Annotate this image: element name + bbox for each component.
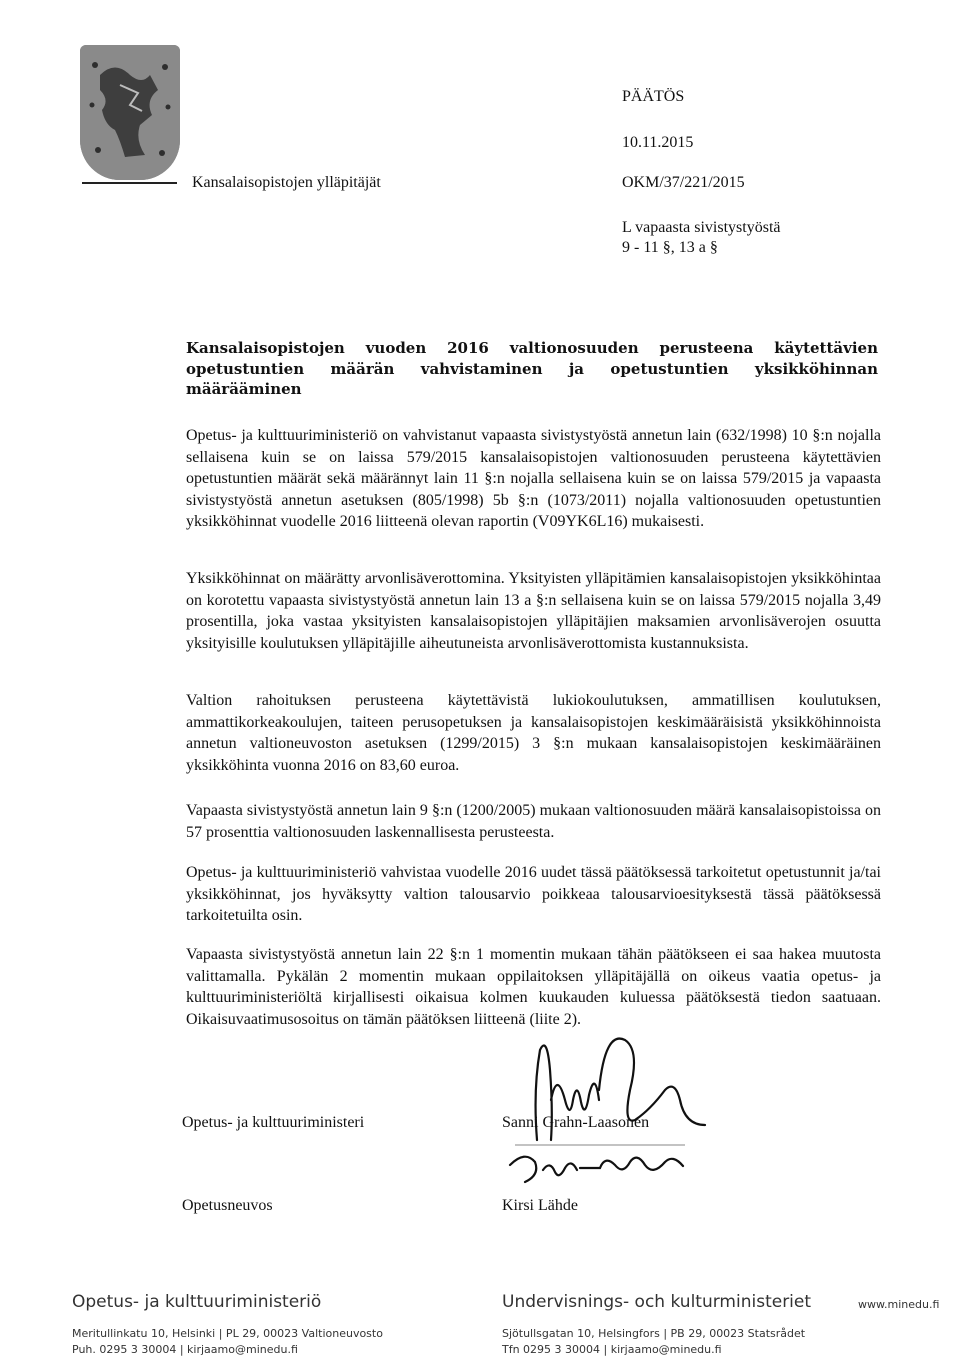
handwritten-signatures <box>455 1030 715 1190</box>
paragraph-5: Opetus- ja kulttuuriministeriö vahvistaa vuodelle 2016 uudet tässä päätöksessä tarkoitetut opetustunnit ja/tai yksikköhinnat, jos hyväksytty valtion talousarvio poikkeaa talousarvioesityksestä tässä päätöksessä tarkoitetuilta osin. <box>186 864 881 924</box>
law-reference-line1: L vapaasta sivistystyöstä <box>622 219 781 236</box>
decision-title-line2: opetustuntien määrän vahvistaminen ja opetustuntien yksikköhinnan <box>186 360 878 378</box>
footer-phone-fi: Puh. 0295 3 30004 | kirjaamo@minedu.fi <box>72 1343 298 1356</box>
paragraph-1: Opetus- ja kulttuuriministeriö on vahvistanut vapaasta sivistystyöstä annetun lain (632/1998) 10 §:n nojalla sellaisena kuin se on laissa 579/2015 kansalaisopistojen valtionosuuden perusteena käytettävien opetustuntien määrät sekä määrännyt lain 11 §:n nojalla sellaisena kuin se on laissa 579/2015 ja vapaasta sivistystyöstä annetun asetuksen (805/1998) 5b §:n (1073/2011) nojalla valtionosuuden opetustuntien yksikköhinnat vuodelle 2016 liitteenä olevan raportin (V09YK6L16) mukaisesti. <box>186 427 881 530</box>
footer-address-fi: Meritullinkatu 10, Helsinki | PL 29, 00023 Valtioneuvosto <box>72 1327 383 1340</box>
footer-ministry-sv: Undervisnings- och kulturministeriet <box>502 1292 812 1312</box>
decision-date: 10.11.2015 <box>622 134 694 151</box>
decision-title-line3: määrääminen <box>186 380 302 398</box>
counsellor-name: Kirsi Lähde <box>502 1197 578 1214</box>
minister-name: Sanni Grahn-Laasonen <box>502 1114 650 1131</box>
law-reference-line2: 9 - 11 §, 13 a § <box>622 239 718 256</box>
reference-number: OKM/37/221/2015 <box>622 174 745 191</box>
footer-phone-sv: Tfn 0295 3 30004 | kirjaamo@minedu.fi <box>502 1343 722 1356</box>
minister-title: Opetus- ja kulttuuriministeri <box>182 1114 365 1131</box>
recipient: Kansalaisopistojen ylläpitäjät <box>192 174 381 191</box>
footer-address-sv: Sjötullsgatan 10, Helsingfors | PB 29, 00023 Statsrådet <box>502 1327 806 1340</box>
counsellor-title: Opetusneuvos <box>182 1197 273 1214</box>
paragraph-2: Yksikköhinnat on määrätty arvonlisäverottomina. Yksityisten ylläpitämien kansalaisopistojen yksikköhintaa on korotettu vapaasta sivistystyöstä annetun lain 13 a §:n sellaisena kuin se on laissa 579/2015 nojalla 3,49 prosentilla, joka vastaa yksityisten kansalaisopistojen ylläpitäjien maksamien arvonlisäverojen osuutta yksityisille koulutuksen ylläpitäjille aiheutuneista arvonlisäverottomista kustannuksista. <box>186 570 881 652</box>
decision-label: PÄÄTÖS <box>622 88 685 105</box>
paragraph-3: Valtion rahoituksen perusteena käytettävistä lukiokoulutuksen, ammatillisen koulutuksen, ammattikorkeakoulujen, taiteen perusopetuksen ja kansalaisopistojen keskimääräisistä yksikköhinnoista annetun valtioneuvoston asetuksen (1299/2015) 3 §:n mukaan kansalaisopistojen keskimääräinen yksikköhinta vuonna 2016 on 83,60 euroa. <box>186 692 881 774</box>
decision-title-line1: Kansalaisopistojen vuoden 2016 valtionosuuden perusteena käytettävien <box>186 339 878 357</box>
paragraph-4: Vapaasta sivistystyöstä annetun lain 9 §:n (1200/2005) mukaan valtionosuuden määrä kansalaisopistoissa on 57 prosenttia valtionosuuden laskennallisesta perusteesta. <box>186 802 881 841</box>
paragraph-6: Vapaasta sivistystyöstä annetun lain 22 §:n 1 momentin mukaan tähän päätökseen ei saa hakea muutosta valittamalla. Pykälän 2 momentin mukaan oppilaitoksen ylläpitäjällä on oikeus vaatia opetus- ja kulttuuriministeriöltä kirjallisesti oikaisua kolmen kuukauden kuluessa päätöksestä tiedon saatuaan. Oikaisuvaatimusosoitus on tämän päätöksen liitteenä (liite 2). <box>186 946 881 1028</box>
footer-website-link[interactable]: www.minedu.fi <box>858 1298 940 1311</box>
lion-crest-icon <box>80 45 180 180</box>
crest-underline <box>82 182 177 184</box>
footer-ministry-fi: Opetus- ja kulttuuriministeriö <box>72 1292 322 1312</box>
coat-of-arms-logo <box>80 45 180 180</box>
